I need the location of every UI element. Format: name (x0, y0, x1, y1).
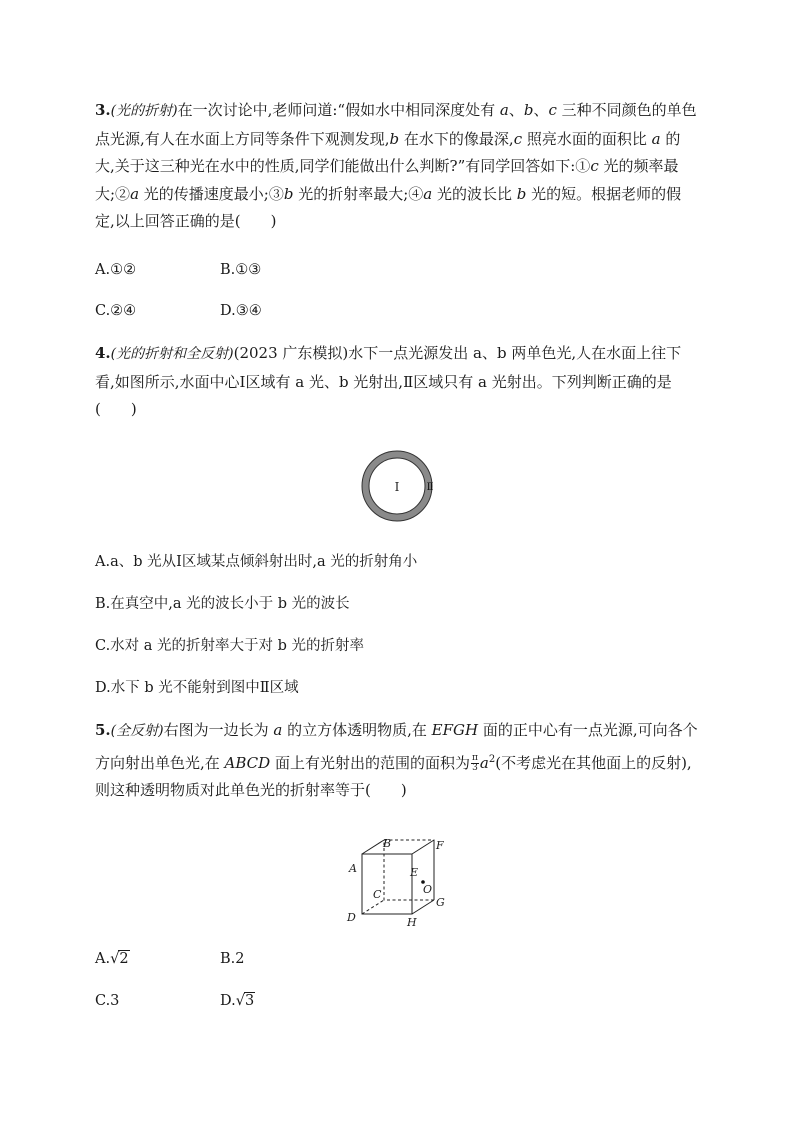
q3-option-d: D.③④ (220, 303, 262, 319)
q4-option-c: C.水对 a 光的折射率大于对 b 光的折射率 (95, 638, 365, 654)
q3-option-b: B.①③ (220, 262, 262, 278)
cube-edge-ab (362, 840, 384, 854)
q5-option-a: A.√2 (95, 951, 129, 967)
vertex-label-g: G (436, 896, 445, 909)
vertex-label-c: C (373, 888, 382, 901)
point-label-o: O (423, 883, 433, 896)
vertex-label-d: D (347, 911, 356, 924)
question-tag: (全反射) (110, 723, 164, 739)
q5-option-b: B.2 (220, 951, 245, 967)
question-4-stem: 4.(光的折射和全反射)(2023 广东模拟)水下一点光源发出 a、b 两单色光,人在水面上往下看,如图所示,水面中心Ⅰ区域有 a 光、b 光射出,Ⅱ区域只有 a 光射出。下列判断正确的是( ) (95, 344, 682, 418)
region-i-label: Ⅰ (394, 480, 400, 494)
question-tag: (光的折射) (110, 103, 178, 119)
cube-figure (340, 836, 460, 930)
question-5-stem: 5.(全反射)右图为一边长为 a 的立方体透明物质,在 EFGH 面的正中心有一点光源,可向各个方向射出单色光,在 ABCD 面上有光射出的范围的面积为 $\frac{\pi}{3}$ $a^2$(不考虑光在其他面上的反射),则这种透明物质对此单色光的折射率等于( ) (95, 721, 698, 799)
cube-front-face (362, 854, 412, 914)
pi-over-3-fraction: $\frac{\pi}{3}$ (471, 753, 478, 773)
question-number: 3. (95, 101, 111, 119)
cube-edge-ef (412, 840, 434, 854)
vertex-label-b: B (383, 837, 392, 850)
question-number: 5. (95, 721, 111, 739)
question-3-stem: 3.(光的折射)在一次讨论中,老师问道:“假如水中相同深度处有 a、b、c 三种不同颜色的单色点光源,有人在水面上方同等条件下观测发现,b 在水下的像最深,c 照亮水面的面积比 a 的大,关于这三种光在水中的性质,同学们能做出什么判断?”有同学回答如下:①c 光的频率最大;②a 光的传播速度最小;③b 光的折射率最大;④a 光的波长比 b 光的短。根据老师的假定,以上回答正确的是( ) (95, 101, 697, 230)
vertex-label-h: H (407, 916, 417, 929)
ring-figure (353, 447, 441, 525)
q5-option-d: D.√3 (220, 993, 255, 1009)
cube-edge-dc-hidden (362, 900, 384, 914)
sqrt-symbol: √3 (235, 993, 255, 1009)
question-tag: (光的折射和全反射) (110, 346, 234, 362)
region-ii-label: Ⅱ (426, 482, 434, 493)
q3-option-c: C.②④ (95, 303, 137, 319)
q5-option-c: C.3 (95, 993, 120, 1009)
question-number: 4. (95, 344, 111, 362)
q4-option-b: B.在真空中,a 光的波长小于 b 光的波长 (95, 596, 350, 612)
vertex-label-a: A (349, 862, 357, 875)
vertex-label-e: E (410, 866, 419, 879)
q4-option-d: D.水下 b 光不能射到图中Ⅱ区域 (95, 680, 299, 696)
q3-option-a: A.①② (95, 262, 137, 278)
sqrt-symbol: √2 (110, 951, 129, 967)
cube-edge-hg (412, 900, 434, 914)
vertex-label-f: F (436, 839, 444, 852)
q4-option-a: A.a、b 光从Ⅰ区域某点倾斜射出时,a 光的折射角小 (95, 554, 418, 570)
